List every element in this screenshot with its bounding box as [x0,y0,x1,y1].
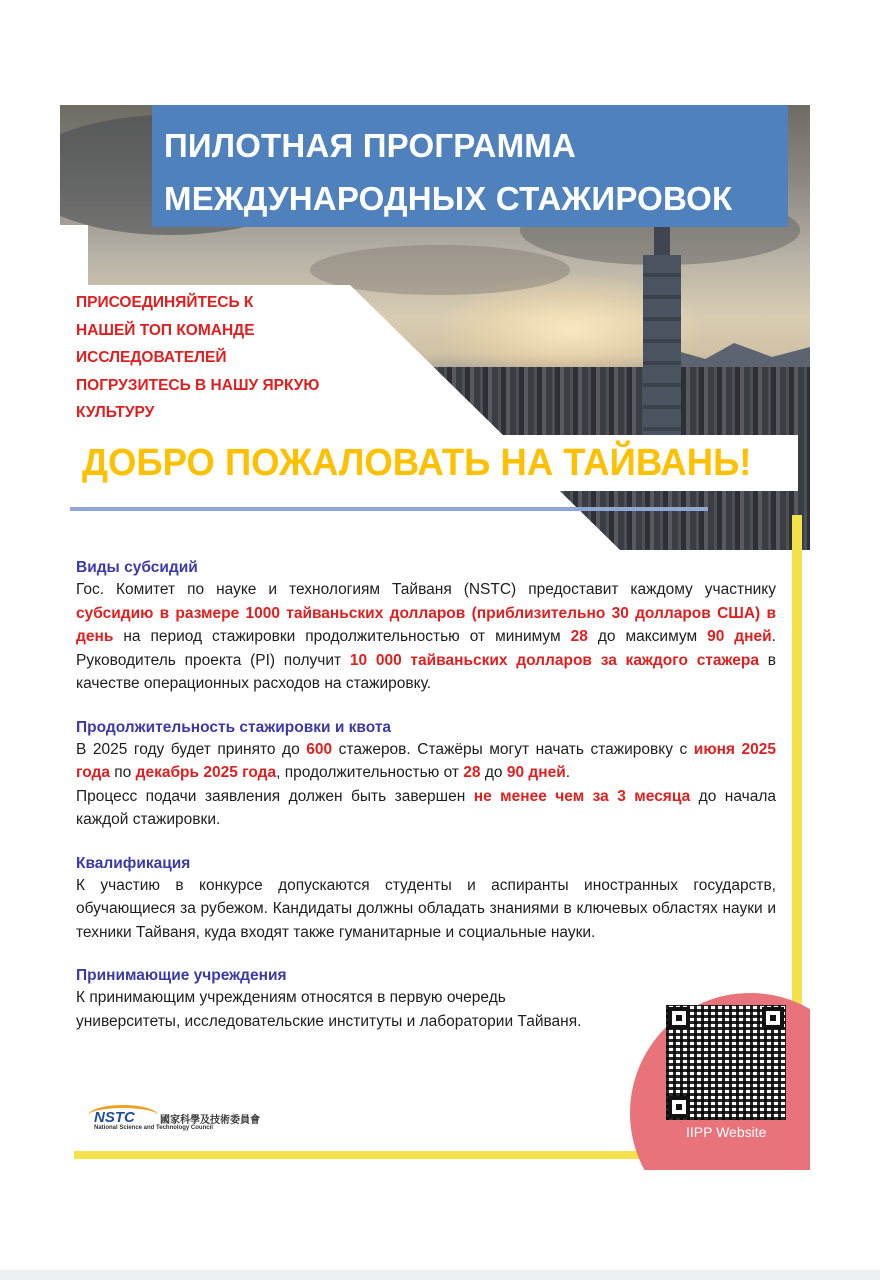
join-line: ПРИСОЕДИНЯЙТЕСЬ К [76,294,254,311]
viewer-bottom-bar [0,1270,880,1280]
section-qualification [76,853,776,945]
logo-chinese: 國家科學及技術委員會 [160,1115,260,1126]
section-text: К принимающим учреждениям относятся в первую очередь университеты, исследовательские институты и лаборатории Тайваня. [76,989,582,1030]
decorative-yellow-bar [792,515,802,1055]
program-title-banner [152,105,788,227]
section-text: В 2025 году будет принято до 600 стажеров. Стажёры могут начать стажировку с июня 2025 года по декабрь 2025 года, продолжительностью от 28 до 90 дней. Процесс подачи заявления должен быть завершен не менее чем за 3 месяца до начала каждой стажировки. [76,740,776,828]
logo-english: National Science and Technology Council [94,1125,213,1131]
poster [60,105,810,1170]
section-title: Квалификация [76,854,191,872]
join-line: КУЛЬТУРУ [76,404,155,421]
program-title-line-1: ПИЛОТНАЯ ПРОГРАММА [164,127,576,164]
logo-abbr: NSTC [94,1109,135,1126]
section-text: Гос. Комитет по науке и технологиям Тайваня (NSTC) предоставит каждому участнику субсидию в размере 1000 тайваньских долларов (приблизительно 30 долларов США) в день на период стажировки продолжительностью от минимум 28 до максимум 90 дней. Руководитель проекта (PI) получит 10 000 тайваньских долларов за каждого стажера в качестве операционных расходов на стажировку. [76,581,776,692]
welcome-banner [68,435,798,491]
qr-code-icon[interactable] [666,1005,786,1120]
section-title: Продолжительность стажировки и квота [76,718,392,736]
section-duration [76,717,776,832]
divider [70,507,708,511]
qr-caption: IIPP Website [686,1124,767,1140]
join-line: НАШЕЙ ТОП КОМАНДЕ [76,321,255,339]
join-line: ИССЛЕДОВАТЕЛЕЙ [76,349,227,366]
welcome-heading: ДОБРО ПОЖАЛОВАТЬ НА ТАЙВАНЬ! [82,442,752,484]
section-title: Принимающие учреждения [76,967,287,984]
program-title-line-2: МЕЖДУНАРОДНЫХ СТАЖИРОВОК [164,180,733,217]
section-title: Виды субсидий [76,559,198,576]
join-slogan [76,289,376,427]
join-line: ПОГРУЗИТЕСЬ В НАШУ ЯРКУЮ [76,376,320,394]
taipei-101-spire [654,227,670,257]
section-text: К участию в конкурсе допускаются студенты и аспиранты иностранных государств, обучающиеся за рубежом. Кандидаты должны обладать знаниями в ключевых областях науки и техники Тайваня, куда входят также гуманитарные и социальные науки. [76,876,776,941]
content [76,557,776,1054]
nstc-logo [88,1105,308,1135]
taipei-101-tower [643,255,681,445]
section-subsidy [76,557,776,696]
